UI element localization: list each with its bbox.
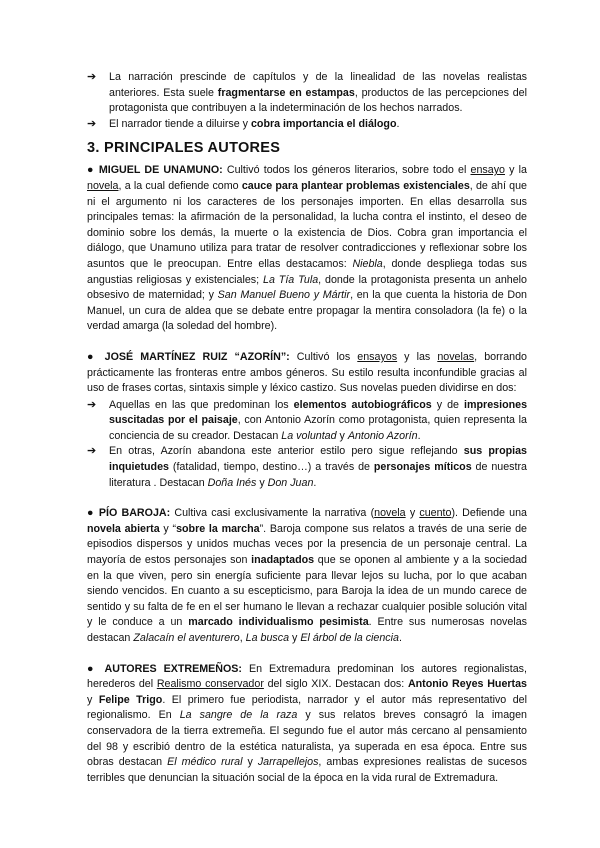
author-name: MIGUEL DE UNAMUNO: <box>98 164 223 177</box>
paragraph-gap <box>87 491 527 506</box>
list-item: ➔ El narrador tiende a diluirse y cobra importancia el diálogo. <box>87 117 527 133</box>
author-azorin: ● JOSÉ MARTÍNEZ RUIZ “AZORÍN”: Cultivó los ensayos y las novelas, borrando prácticamente las fronteras entre ambos géneros. Su estilo resulta inconfundible gracias al uso de frases cortas, sintaxis simple y léxico castizo. Sus novelas pueden dividirse en dos: ➔ Aquellas en las que predominan los elementos autobiográficos y de impresiones suscitadas por el paisaje, con Antonio Azorín como protagonista, quien representa la conciencia de su creador. Destacan La voluntad y Antonio Azorín. ➔ En otras, Azorín abandona este anterior estilo pero sigue reflejando sus propias inquietudes (fatalidad, tiempo, destino…) a través de personajes míticos de nuestra literatura . Destacan Doña Inés y Don Juan. <box>87 350 527 491</box>
intro-bullet-list <box>87 70 527 132</box>
paragraph-gap <box>87 647 527 662</box>
bullet-icon: ● <box>87 662 98 675</box>
author-name: AUTORES EXTREMEÑOS: <box>104 662 242 675</box>
paragraph-gap <box>87 335 527 350</box>
author-name: JOSÉ MARTÍNEZ RUIZ “AZORÍN”: <box>104 350 290 363</box>
author-unamuno: ● MIGUEL DE UNAMUNO: Cultivó todos los géneros literarios, sobre todo el ensayo y la novela, a la cual defiende como cauce para plantear problemas existenciales, de ahí que ni el argumento ni los caracteres de los personajes importen. En ellas desarrolla sus principales temas: la afirmación de la personalidad, la lucha contra el instinto, el deseo de dominio sobre los demás, la muerte o la existencia de Dios. Cobra gran importancia el diálogo, que Unamuno utiliza para tratar de resolver contradicciones y reflexionar sobre los asuntos que le preocupan. Entre ellas destacamos: Niebla, donde despliega todas sus angustias religiosas y existenciales; La Tía Tula, donde la protagonista presenta un anhelo obsesivo de maternidad; y San Manuel Bueno y Mártir, en la que cuenta la historia de Don Manuel, un cura de aldea que se debate entre propagar la mentira consoladora (la fe) o la verdad amarga (la soledad del hombre). <box>87 164 527 333</box>
arrow-icon: ➔ <box>87 117 97 130</box>
bullet-icon: ● <box>87 350 98 363</box>
azorin-sub-list <box>87 398 527 492</box>
arrow-icon: ➔ <box>87 445 97 458</box>
list-item: ➔ La narración prescinde de capítulos y de la linealidad de las novelas realistas anteriores. Esta suele fragmentarse en estampas, productos de las percepciones del protagonista que contribuyen a la indeterminación de los hechos narrados. <box>87 71 528 115</box>
list-item: ➔ En otras, Azorín abandona este anterior estilo pero sigue reflejando sus propias inquietudes (fatalidad, tiempo, destino…) a través de personajes míticos de nuestra literatura . Destacan Doña Inés y Don Juan. <box>87 445 527 489</box>
bullet-icon: ● <box>87 507 95 520</box>
author-extremenos: ● AUTORES EXTREMEÑOS: En Extremadura predominan los autores regionalistas, herederos del Realismo conservador del siglo XIX. Destacan dos: Antonio Reyes Huertas y Felipe Trigo. El primero fue periodista, narrador y el autor más representativo del regionalismo. En La sangre de la raza y sus relatos breves consagró la imagen conservadora de la tierra extremeña. El segundo fue el autor más cercano al pensamiento del 98 y escribió dentro de la estética naturalista, ya superada en esa época. Entre sus obras destacan El médico rural y Jarrapellejos, ambas expresiones realistas de sucesos terribles que denuncian la situación social de la época en la vida rural de Extremadura. <box>87 662 528 784</box>
author-baroja: ● PÍO BAROJA: Cultiva casi exclusivamente la narrativa (novela y cuento). Defiende una novela abierta y “sobre la marcha”. Baroja compone sus relatos a través de una serie de episodios dispersos y unidos muchas veces por la presencia de un personaje central. La mayoría de estos personajes son inadaptados que se oponen al ambiente y a la sociedad en la que viven, pero sin energía suficiente para llevar lejos su lucha, por lo que acaban siendo vencidos. En cuanto a su escepticismo, para Baroja la idea de un mundo carece de sentido y su falta de fe en el ser humano le llevan a rechazar cualquier posible solución vital y le conduce a un marcado individualismo pesimista. Entre sus numerosas novelas destacan Zalacaín el aventurero, La busca y El árbol de la ciencia. <box>87 507 528 644</box>
list-item: ➔ Aquellas en las que predominan los elementos autobiográficos y de impresiones suscitadas por el paisaje, con Antonio Azorín como protagonista, quien representa la conciencia de su creador. Destacan La voluntad y Antonio Azorín. <box>87 398 528 442</box>
arrow-icon: ➔ <box>87 398 97 411</box>
arrow-icon: ➔ <box>87 71 97 83</box>
bullet-icon: ● <box>87 164 95 177</box>
section-title: 3. PRINCIPALES AUTORES <box>87 140 281 157</box>
author-name: PÍO BAROJA: <box>98 507 171 520</box>
document-page <box>87 70 527 786</box>
